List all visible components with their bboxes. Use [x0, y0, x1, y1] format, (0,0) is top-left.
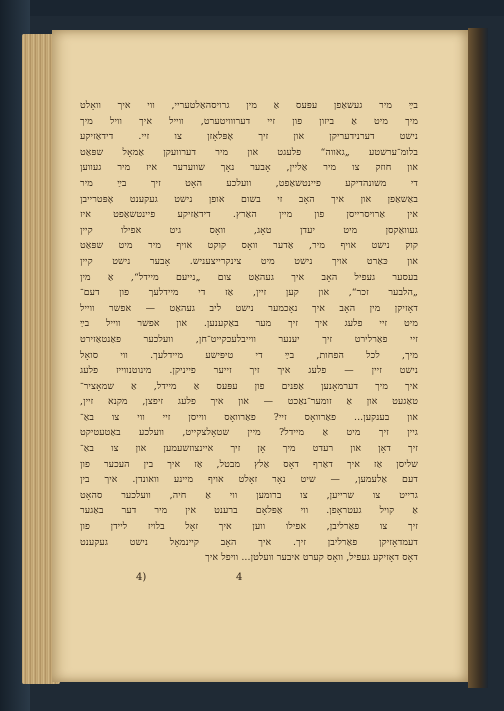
text-line: בעסער געפיל האָב איך געהאַט צום „נייעם מיידל“, אַ מין [80, 271, 418, 283]
text-line: מיך מיט אַ ביזון פון זיי דערווויטערט, ווייל איך וויל מיך [80, 115, 418, 127]
body-text [80, 98, 418, 566]
text-line: גיין זיך מיט אַ מיידל? מיין שטאָלצקייט, וועלכע באַטעטיקט [80, 427, 418, 439]
text-line: נישט דערנידעריקן און זיך אָפּלאָזן צו זיי. דידאַזיקע [80, 131, 418, 143]
text-line: בלומ־ערשטע „גאווה“ פלעגט און מיר דערוועקן אַמאָל שפּאַט [80, 146, 418, 158]
text-line: און כּאַרט אויך נישט מיט צינקרייצעניש. אָבער נישט קיין [80, 255, 418, 267]
text-line: שליסן אַז איך דאַרף דאָס אַלץ מבטל, אַז איך בין העכער פון [80, 458, 418, 470]
text-line: דעמדאָזיקן פאַרליבן זיך. איך האָב קיינמאָל נישט געקענט [80, 536, 418, 548]
book-cover-top [0, 0, 504, 16]
text-line: דעם אַלעמען, — שיט נאָר זאָלט אויף מיינע וואונדן. איך בין [80, 474, 418, 486]
book-gutter [468, 28, 488, 688]
text-line: דאָזיקן מין האָב איך נאָכמער נישט ליב געהאַט — אפשר ווייל [80, 302, 418, 314]
text-line: איך מיך דערמאָנען אַפנים פון עפּעס אַ מיידל, אַ שמאָציר־ [80, 380, 418, 392]
text-line: גרייט צו שרייען, צו ברומען ווי אַ חיה, וועלכער סהאָט [80, 489, 418, 501]
page-footer [136, 572, 376, 588]
text-line: זיי פאַרלירט זיך יענער ווייבלעכקייט־חן, וועלכער פאַנטאַזירט [80, 333, 418, 345]
text-line: געוואַקסן מיט יעדן טאָג, וואָס גיט אפילו קיין [80, 224, 418, 236]
text-line: זיך צו פאַרליבן, אפילו ווען איך זאָל בלויז ליידן פון [80, 521, 418, 533]
text-line: און בענקען... פאַרוואָס זיי? פאַרוואָס ווייסן זיי ווי צו באַ־ [80, 411, 418, 423]
page-number: 4 [236, 572, 243, 583]
text-line: טאַגעט און אַ זומער־נאַכט — און איך פלעג זיפצן, מקנא זיין, [80, 396, 418, 408]
text-line: קוק נישט אויף מיר, אַדער וואָס קוקט אויף מיר מיט שפּאַט [80, 240, 418, 252]
text-line: אַ קויל געטראָפן. ווי אַפּלאָם ברענט אין מיר דער באַגער [80, 505, 418, 517]
text-line: „הלבער זכר“, און קען זיין, אַז די מיידלעך פון דעם־ [80, 287, 418, 299]
text-line: מיך, לכל הפחות, בײַ די טיפּישע מיידלעך. ווי סואָל [80, 349, 418, 361]
text-line: מיט זיי פלעג איך זיך מער באַקענען. און אפשר ווייל בײַ [80, 318, 418, 330]
text-line: זיך דאָן און רעדט מיך אָן זיך איינצוזשעמען און צו באַ־ [80, 443, 418, 455]
text-line: נישט זיין — פלעג איך זיך זייער פייניקן. מינוטנווייז פלעג [80, 365, 418, 377]
text-line: בײַ מיר געשאַפן עפּעס אַ מין גרויסהאַלטעריי, ווי איך וואָלט [80, 100, 418, 111]
text-line: די משונהדיקע פיינטשאַפט, וועלכע האָט זיך בײַ מיר [80, 177, 418, 189]
text-line: אין אַרויסרייסן פון מיין האַרץ. דידאַזיקע פיינטשאַפט איז [80, 209, 418, 221]
text-line: און חוזק צו מיר אַליין, אָבער נאָך שווערער איז מיר געווען [80, 162, 418, 174]
signature-mark: 4) [136, 572, 147, 583]
text-line: דאָס דאָזיקע געפיל, וואָס קערט איבער וועלטן... וויפל איך [205, 552, 418, 564]
text-line: באַשאַפן און איך האָב זי בשום אופן נישט געקענט אָפּטרייבן [80, 193, 418, 205]
